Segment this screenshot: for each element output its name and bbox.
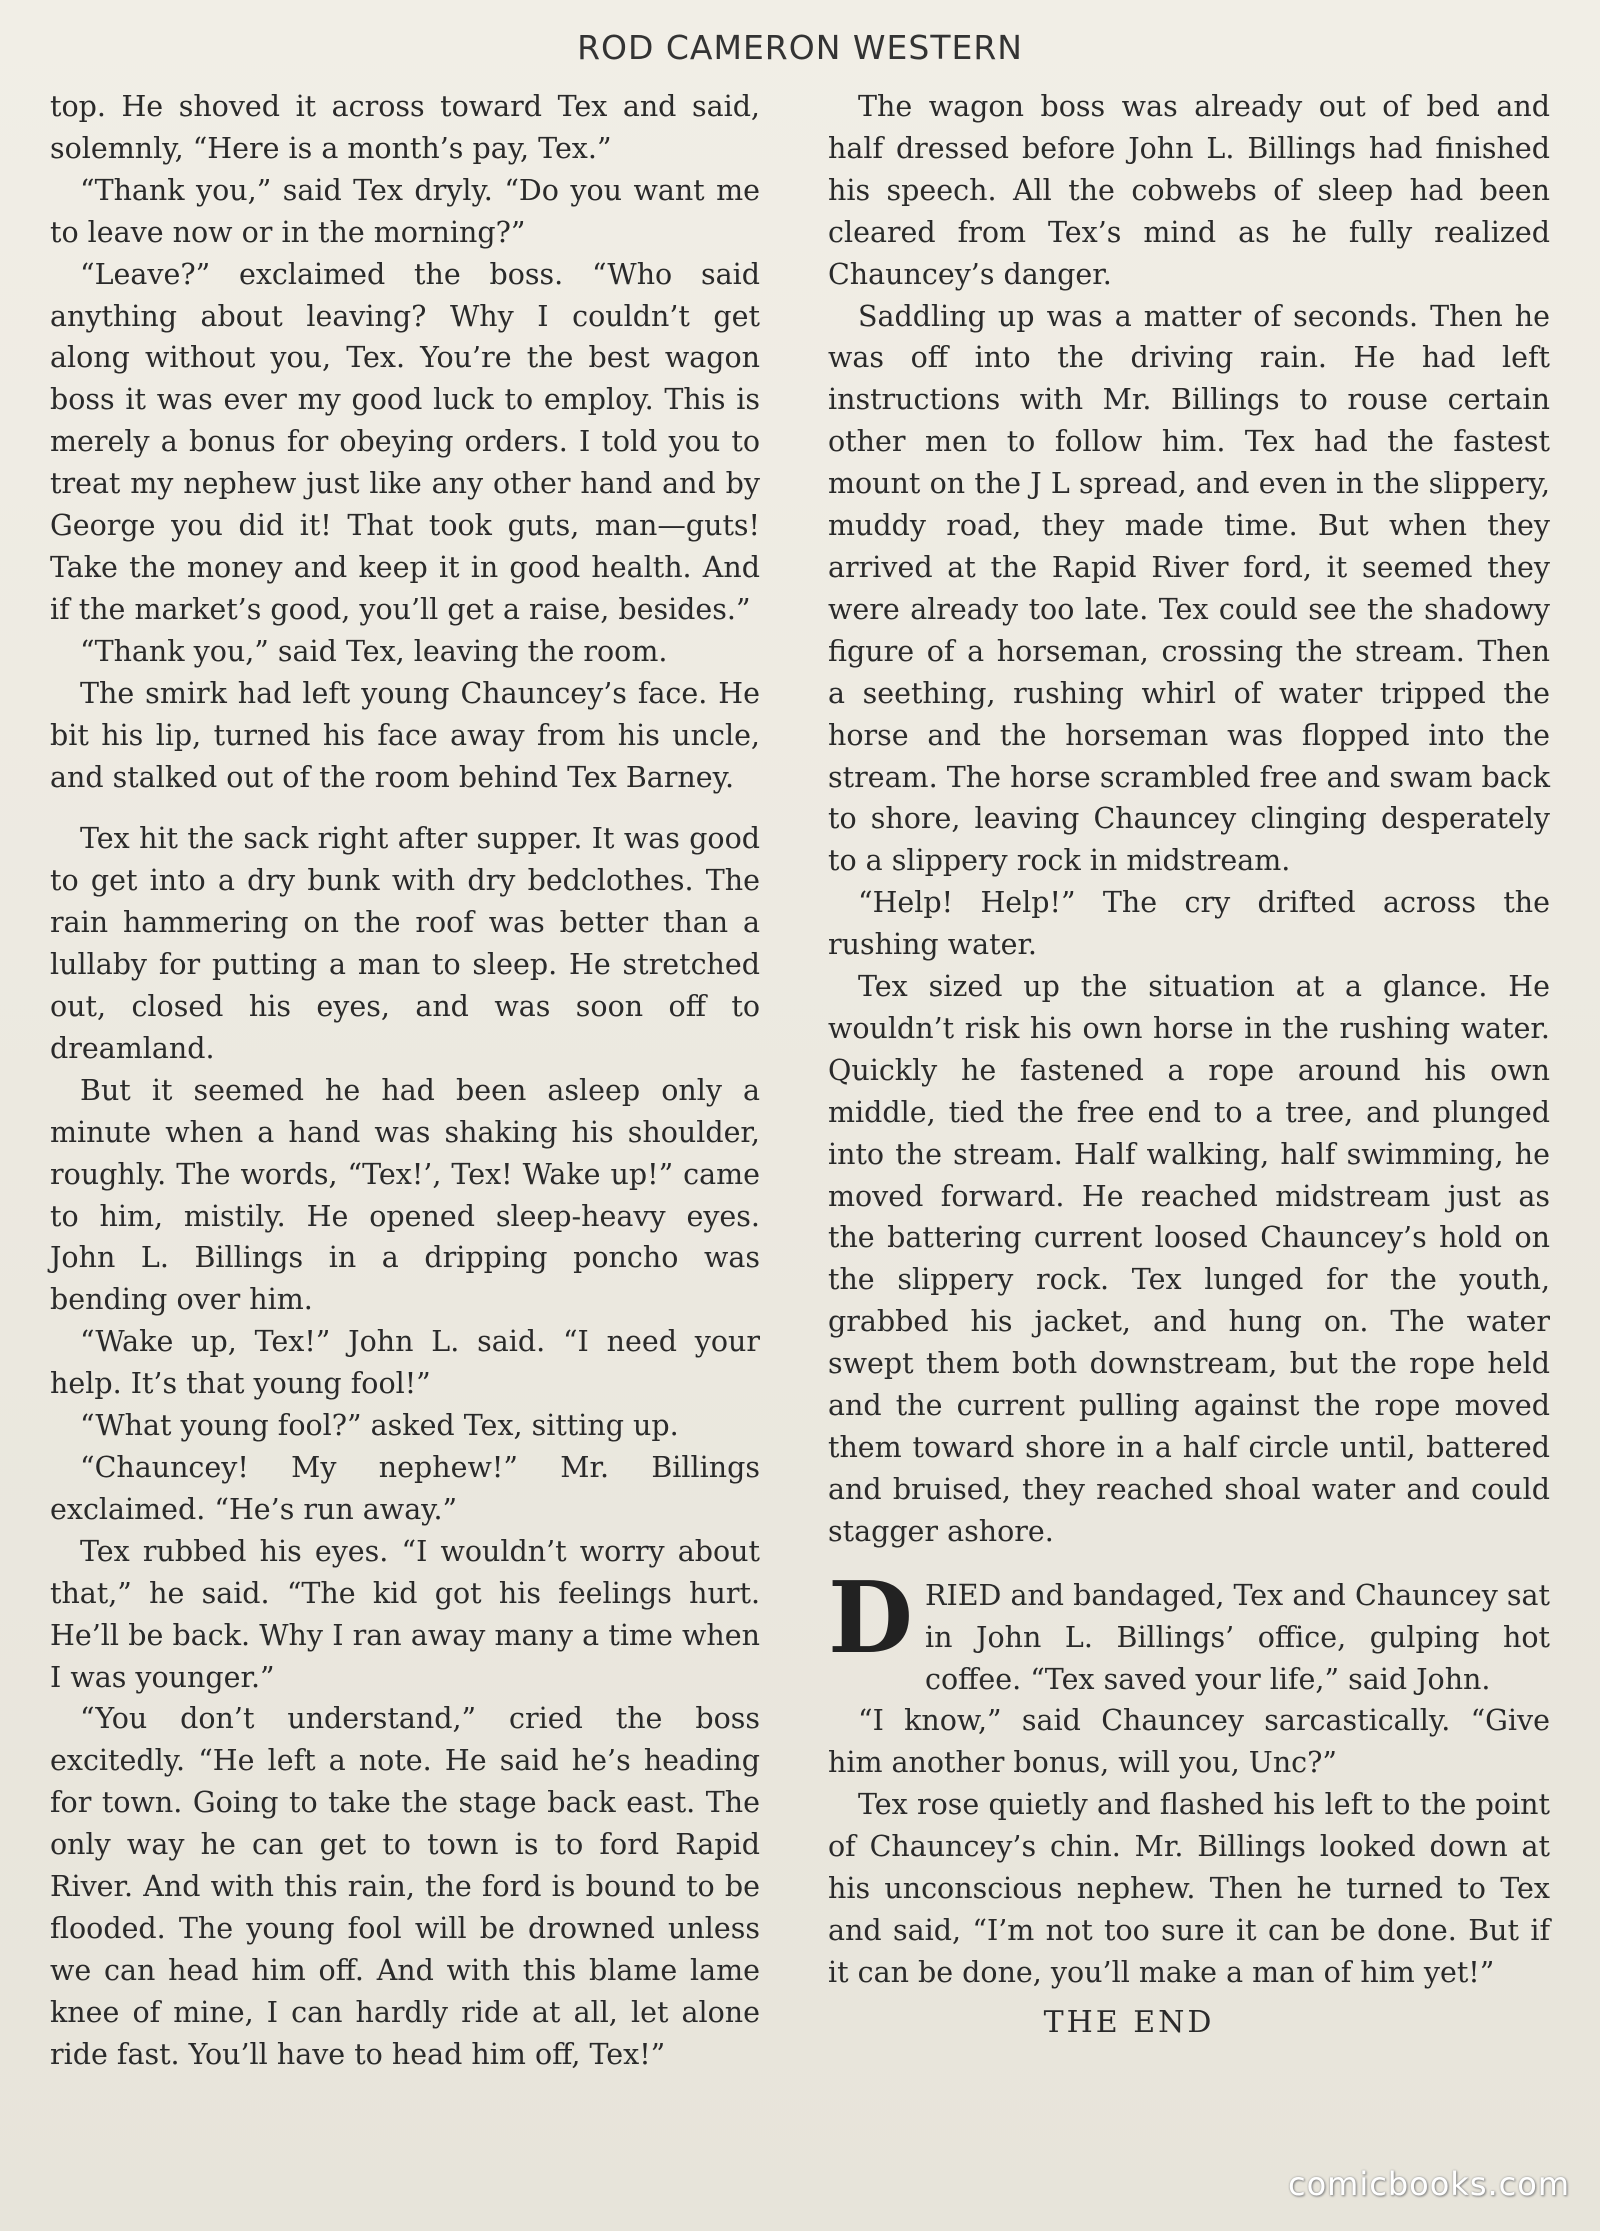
paragraph: “Leave?” exclaimed the boss. “Who said anything about leaving? Why I couldn’t get along without you, Tex. You’re the best wagon boss it was ever my good luck to employ. This is merely a bonus for obeying orders. I told you to treat my nephew just like any other hand and by George you did it! That took guts, man—guts! Take the money and keep it in good health. And if the market’s good, you’ll get a raise, besides.” <box>50 257 760 626</box>
paragraph: “I know,” said Chauncey sarcastically. “Give him another bonus, will you, Unc?” <box>828 1704 1550 1780</box>
watermark: comicbooks.com <box>1287 2165 1570 2203</box>
paragraph-text: RIED and bandaged, Tex and Chauncey sat in John L. Billings’ office, gulping hot coffee. “Tex saved your life,” said John. <box>924 1578 1550 1696</box>
paragraph: “Help! Help!” The cry drifted across the rushing water. <box>828 886 1550 962</box>
paragraph: The smirk had left young Chauncey’s face. He bit his lip, turned his face away from his uncle, and stalked out of the room behind Tex Barney. <box>50 676 760 794</box>
paragraph: But it seemed he had been asleep only a minute when a hand was shaking his shoulder, roughly. The words, “Tex!’, Tex! Wake up!” came to him, mistily. He opened sleep-heavy eyes. John L. Billings in a dripping poncho was bending over him. <box>50 1073 760 1317</box>
paragraph: “Chauncey! My nephew!” Mr. Billings exclaimed. “He’s run away.” <box>50 1451 760 1526</box>
paragraph: “Thank you,” said Tex, leaving the room. <box>80 634 668 668</box>
paragraph: “You don’t understand,” cried the boss excitedly. “He left a note. He said he’s heading for town. Going to take the stage back east. The only way he can get to town is to ford Rapid River. And with this rain, the ford is bound to be flooded. The young fool will be drowned unless we can head him off. And with this blame lame knee of mine, I can hardly ride at all, let alone ride fast. You’ll have to head him off, Tex!” <box>50 1702 760 2071</box>
paragraph: Tex rubbed his eyes. “I wouldn’t worry about that,” he said. “The kid got his feelings hurt. He’ll be back. Why I ran away many a time when I was younger.” <box>50 1534 760 1694</box>
paragraph: Saddling up was a matter of seconds. Then he was off into the driving rain. He had left instructions with Mr. Billings to rouse certain other men to follow him. Tex had the fastest mount on the J L spread, and even in the slippery, muddy road, they made time. But when they arrived at the Rapid River ford, it seemed they were already too late. Tex could see the shadowy figure of a horseman, crossing the stream. Then a seething, rushing whirl of water tripped the horse and the horseman was flopped into the stream. The horse scrambled free and swam back to shore, leaving Chauncey clinging desperately to a slippery rock in midstream. <box>828 299 1550 878</box>
page-header: ROD CAMERON WESTERN <box>577 28 1023 67</box>
drop-cap: D <box>828 1560 913 1676</box>
paragraph: Tex sized up the situation at a glance. He wouldn’t risk his own horse in the rushing water. Quickly he fastened a rope around his own middle, tied the free end to a tree, and plunged into the stream. Half walking, half swimming, he moved forward. He reached midstream just as the battering current loosed Chauncey’s hold on the slippery rock. Tex lunged for the youth, grabbed his jacket, and hung on. The water swept them both downstream, but the rope held and the current pulling against the rope moved them toward shore in a half circle until, battered and bruised, they reached shoal water and could stagger ashore. <box>828 970 1550 1548</box>
paragraph: Tex rose quietly and flashed his left to the point of Chauncey’s chin. Mr. Billings looked down at his unconscious nephew. Then he turned to Tex and said, “I’m not too sure it can be done. But if it can be done, you’ll make a man of him yet!” <box>828 1788 1550 1989</box>
paragraph: “Wake up, Tex!” John L. said. “I need your help. It’s that young fool!” <box>50 1325 760 1401</box>
left-column <box>50 86 760 2076</box>
right-column <box>828 86 1550 2044</box>
paragraph: The wagon boss was already out of bed and half dressed before John L. Billings had finished his speech. All the cobwebs of sleep had been cleared from Tex’s mind as he fully realized Chauncey’s danger. <box>828 90 1550 291</box>
paragraph-with-dropcap <box>828 1560 1550 1701</box>
paragraph: “What young fool?” asked Tex, sitting up. <box>80 1409 679 1443</box>
paragraph: Tex hit the sack right after supper. It was good to get into a dry bunk with dry bedclothes. The rain hammering on the roof was better than a lullaby for putting a man to sleep. He stretched out, closed his eyes, and was soon off to dreamland. <box>50 822 760 1065</box>
paragraph: “Thank you,” said Tex dryly. “Do you want me to leave now or in the morning?” <box>50 173 760 249</box>
paragraph: top. He shoved it across toward Tex and said, solemnly, “Here is a month’s pay, Tex.” <box>50 90 760 165</box>
the-end-label: THE END <box>1043 2004 1215 2040</box>
